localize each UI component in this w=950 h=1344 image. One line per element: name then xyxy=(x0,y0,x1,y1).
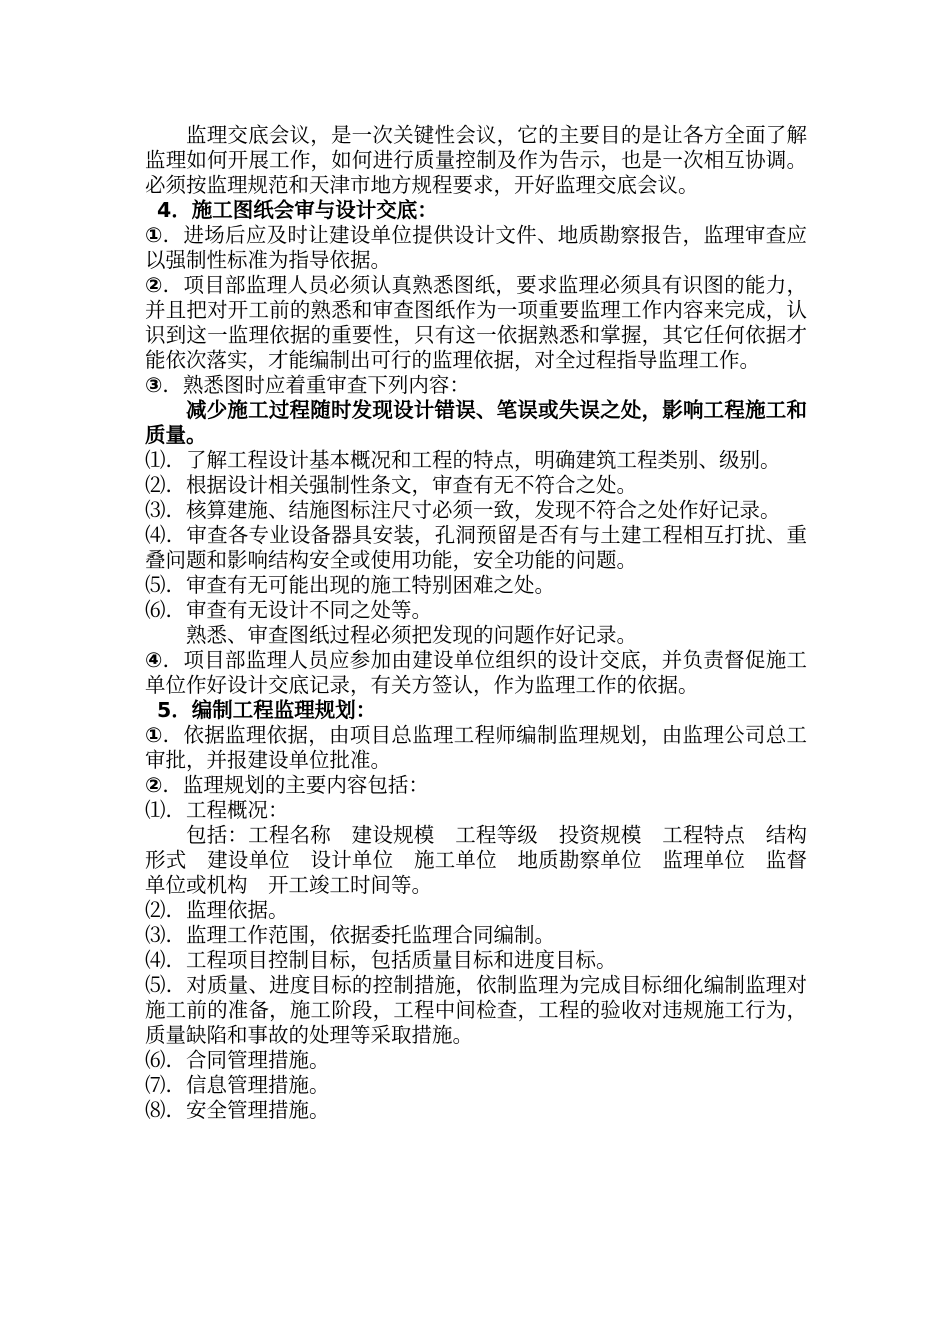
item-text: ．依据监理依据，由项目总监理工程师编制监理规划，由监理公司总工审批，并报建设单位批准。 xyxy=(145,723,808,772)
item-marker: ② xyxy=(145,273,163,297)
item-marker: ③ xyxy=(145,373,163,397)
section-heading-4: 4．施工图纸会审与设计交底： xyxy=(157,198,438,222)
item-marker: ④ xyxy=(145,648,163,672)
bold-paragraph: 减少施工过程随时发现设计错误、笔误或失误之处，影响工程施工和质量。 xyxy=(145,398,807,447)
sub-item: ⑻．安全管理措施。 xyxy=(145,1098,330,1122)
sub-item: ⑶．监理工作范围，依据委托监理合同编制。 xyxy=(145,923,555,947)
list-item xyxy=(145,223,807,273)
list-item xyxy=(145,723,807,773)
list-item xyxy=(145,273,807,373)
paragraph-note: 熟悉、审查图纸过程必须把发现的问题作好记录。 xyxy=(186,623,637,647)
item-marker: ① xyxy=(145,223,163,247)
item-text: ．项目部监理人员应参加由建设单位组织的设计交底，并负责督促施工单位作好设计交底记录，有关方签认，作为监理工作的依据。 xyxy=(145,648,808,697)
sub-item: ⑸．审查有无可能出现的施工特别困难之处。 xyxy=(145,573,555,597)
list-item xyxy=(145,648,807,698)
item-marker: ② xyxy=(145,773,163,797)
sub-item: ⑴．了解工程设计基本概况和工程的特点，明确建筑工程类别、级别。 xyxy=(145,448,781,472)
sub-item: ⑴．工程概况： xyxy=(145,798,289,822)
section-heading-5: 5．编制工程监理规划： xyxy=(157,698,377,722)
sub-item: ⑷．审查各专业设备器具安装，孔洞预留是否有与土建工程相互打扰、重叠问题和影响结构安全或使用功能，安全功能的问题。 xyxy=(145,523,807,572)
sub-item: ⑺．信息管理措施。 xyxy=(145,1073,330,1097)
sub-item: ⑶．核算建施、结施图标注尺寸必须一致，发现不符合之处作好记录。 xyxy=(145,498,781,522)
sub-item: ⑵．根据设计相关强制性条文，审查有无不符合之处。 xyxy=(145,473,637,497)
item-text: ．监理规划的主要内容包括： xyxy=(162,773,429,797)
sub-item: ⑵．监理依据。 xyxy=(145,898,289,922)
list-item xyxy=(145,373,807,398)
sub-item: ⑸．对质量、进度目标的控制措施，依制监理为完成目标细化编制监理对施工前的准备，施工阶段，工程中间检查，工程的验收对违规施工行为，质量缺陷和事故的处理等采取措施。 xyxy=(145,973,807,1047)
paragraph-includes: 包括：工程名称 建设规模 工程等级 投资规模 工程特点 结构形式 建设单位 设计单位 施工单位 地质勘察单位 监理单位 监督单位或机构 开工竣工时间等。 xyxy=(145,823,807,897)
paragraph-intro: 监理交底会议，是一次关键性会议，它的主要目的是让各方全面了解监理如何开展工作，如何进行质量控制及作为告示，也是一次相互协调。必须按监理规范和天津市地方规程要求，开好监理交底会议。 xyxy=(145,123,807,197)
list-item xyxy=(145,773,807,798)
item-text: ．熟悉图时应着重审查下列内容： xyxy=(162,373,470,397)
item-marker: ① xyxy=(145,723,163,747)
item-text: ．项目部监理人员必须认真熟悉图纸，要求监理必须具有识图的能力，并且把对开工前的熟悉和审查图纸作为一项重要监理工作内容来完成，认识到这一监理依据的重要性，只有这一依据熟悉和掌握，其它任何依据才能依次落实，才能编制出可行的监理依据，对全过程指导监理工作。 xyxy=(145,273,808,372)
sub-item: ⑷．工程项目控制目标，包括质量目标和进度目标。 xyxy=(145,948,617,972)
sub-item: ⑹．审查有无设计不同之处等。 xyxy=(145,598,432,622)
item-text: ．进场后应及时让建设单位提供设计文件、地质勘察报告，监理审查应以强制性标准为指导依据。 xyxy=(145,223,808,272)
sub-item: ⑹．合同管理措施。 xyxy=(145,1048,330,1072)
document-body xyxy=(145,123,807,1123)
